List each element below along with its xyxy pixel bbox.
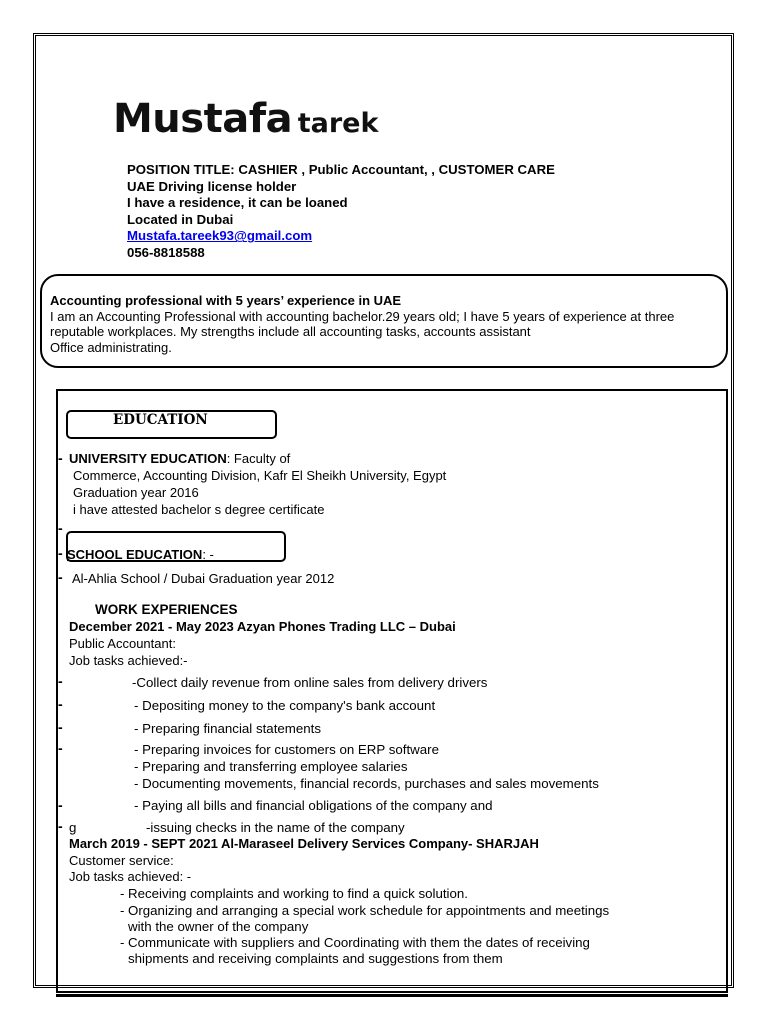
bullet-dash: - — [58, 450, 63, 466]
summary-line: I am an Accounting Professional with accounting bachelor.29 years old; I have 5 years of experience at three — [50, 308, 675, 324]
job1-task: - Preparing invoices for customers on ERP software — [134, 742, 439, 757]
bottom-rule — [56, 994, 728, 997]
job1-role: Public Accountant: — [69, 636, 176, 651]
bullet-dash: - — [58, 520, 63, 536]
school-label: SCHOOL EDUCATION — [67, 547, 203, 562]
job2-role: Customer service: — [69, 853, 174, 868]
bullet-dash: - — [58, 545, 63, 561]
university-rest: : Faculty of — [226, 451, 291, 466]
bullet-dash: - — [58, 719, 63, 735]
job2-heading: March 2019 - SEPT 2021 Al-Maraseel Delivery Services Company- SHARJAH — [69, 836, 539, 851]
position-title: POSITION TITLE: CASHIER , Public Accountant, , CUSTOMER CARE — [127, 162, 555, 177]
job1-task: - Depositing money to the company's bank account — [134, 698, 436, 713]
university-detail: Commerce, Accounting Division, Kafr El Sheikh University, Egypt — [73, 468, 447, 483]
bullet-dash: - — [120, 903, 125, 918]
job1-task: - Documenting movements, financial records, purchases and sales movements — [134, 776, 599, 791]
job1-task: -issuing checks in the name of the company — [146, 820, 405, 835]
bullet-dash: - — [58, 740, 63, 756]
job2-task: Organizing and arranging a special work schedule for appointments and meetings — [128, 903, 610, 918]
job1-heading: December 2021 - May 2023 Azyan Phones Trading LLC – Dubai — [69, 619, 456, 634]
summary-line: reputable workplaces. My strengths include all accounting tasks, accounts assistant — [50, 324, 531, 340]
location-line: Located in Dubai — [127, 211, 234, 227]
education-title: EDUCATION — [113, 412, 208, 428]
job1-task: - Paying all bills and financial obligations of the company and — [134, 798, 493, 813]
summary-line: Office administrating. — [50, 339, 172, 355]
job1-task: - Preparing and transferring employee salaries — [134, 759, 408, 774]
job2-task: Receiving complaints and working to find a quick solution. — [128, 886, 468, 901]
certificate-note: i have attested bachelor s degree certificate — [73, 502, 325, 517]
university-line — [69, 451, 290, 468]
last-name: tarek — [297, 108, 379, 139]
job1-task: -Collect daily revenue from online sales from delivery drivers — [132, 675, 488, 690]
summary — [50, 293, 730, 355]
graduation-year: Graduation year 2016 — [73, 485, 199, 500]
job1-tasks-label: Job tasks achieved:- — [69, 653, 188, 668]
bullet-dash: - — [58, 696, 63, 712]
work-title: WORK EXPERIENCES — [95, 602, 238, 617]
bullet-dash: - — [58, 818, 63, 834]
first-name: Mustafa — [113, 96, 293, 142]
residence-line: I have a residence, it can be loaned — [127, 195, 348, 211]
bullet-dash: - — [58, 797, 63, 813]
candidate-name — [113, 96, 378, 142]
school-line — [67, 547, 214, 564]
bullet-dash: - — [58, 673, 63, 689]
phone-line: 056-8818588 — [127, 244, 205, 260]
bullet-dash: - — [120, 886, 125, 901]
contact-block — [127, 162, 555, 262]
school-detail: Al-Ahlia School / Dubai Graduation year 2012 — [72, 571, 335, 586]
job2-tasks-label: Job tasks achieved: - — [69, 869, 192, 884]
summary-heading: Accounting professional with 5 years’ experience in UAE — [50, 293, 402, 308]
school-rest: : - — [202, 547, 214, 562]
job2-task: shipments and receiving complaints and suggestions from them — [128, 951, 503, 966]
job1-task: - Preparing financial statements — [134, 721, 321, 736]
bullet-dash: - — [120, 935, 125, 950]
license-line: UAE Driving license holder — [127, 178, 297, 194]
stray-char: g — [69, 820, 77, 835]
email-link[interactable]: Mustafa.tareek93@gmail.com — [127, 228, 313, 244]
job2-task: with the owner of the company — [128, 919, 309, 934]
job2-task: Communicate with suppliers and Coordinating with them the dates of receiving — [128, 935, 590, 950]
bullet-dash: - — [58, 569, 63, 585]
university-label: UNIVERSITY EDUCATION — [69, 451, 227, 466]
